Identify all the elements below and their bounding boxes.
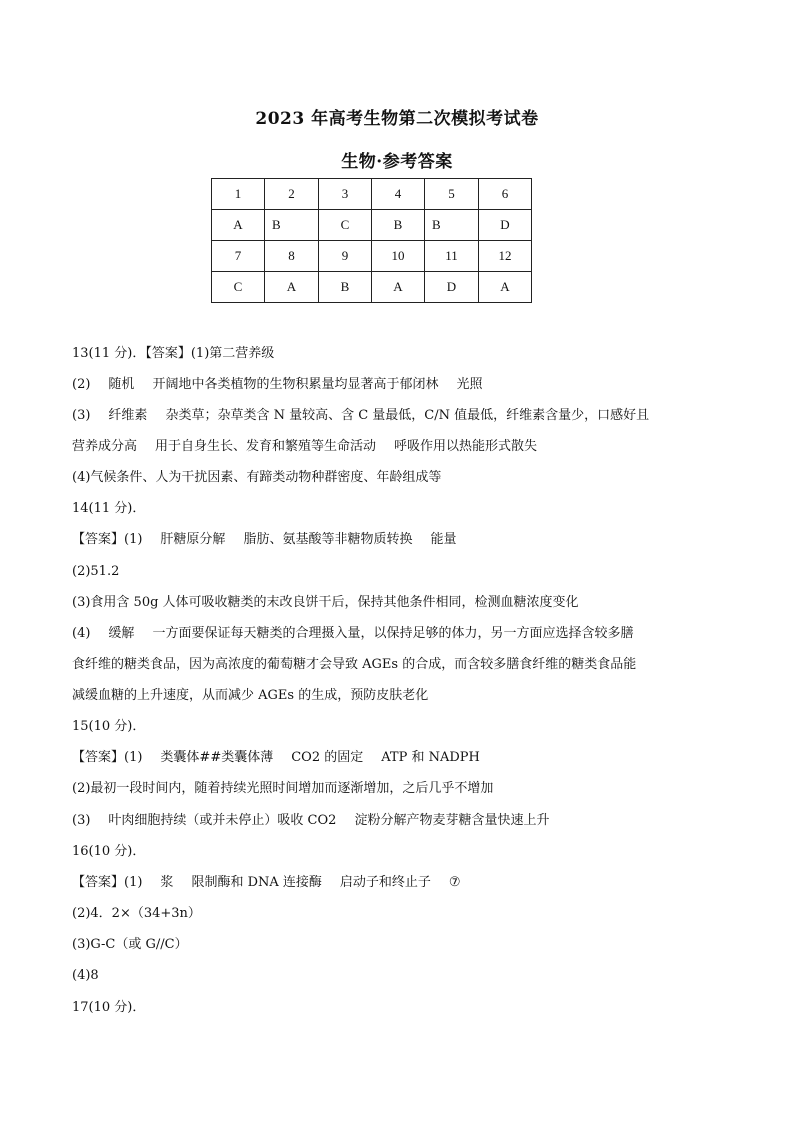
answer-text: 开阔地中各类植物的生物积累量均显著高于郁闭林: [152, 377, 439, 392]
answer-text: 肝糖原分解: [160, 532, 226, 547]
answer-text: 呼吸作用以热能形式散失: [394, 439, 538, 454]
q14-heading: [72, 499, 712, 518]
part-number: (3): [72, 813, 91, 828]
table-row: [212, 272, 532, 303]
table-cell: C: [319, 210, 372, 241]
table-cell: 10: [372, 241, 425, 272]
table-cell: 5: [425, 179, 479, 210]
table-cell: C: [212, 272, 265, 303]
answer-text: (2)最初一段时间内，随着持续光照时间增加而逐渐增加，之后几乎不增加: [72, 781, 494, 796]
answer-text: 用于自身生长、发育和繁殖等生命活动: [155, 439, 377, 454]
answer-text: CO2 的固定: [291, 750, 364, 765]
table-cell: A: [212, 210, 265, 241]
table-cell: 1: [212, 179, 265, 210]
answer-text: 光照: [456, 377, 483, 392]
answer-text: 16(10 分)．: [72, 844, 146, 859]
answer-text: 减缓血糖的上升速度，从而减少 AGEs 的生成，预防皮肤老化: [72, 688, 429, 703]
table-cell: 2: [265, 179, 319, 210]
q16-part-2: [72, 904, 712, 923]
answer-text: 食纤维的糖类食品，因为高浓度的葡萄糖才会导致 AGEs 的合成，而含较多膳食纤维的糖类食品能: [72, 657, 637, 672]
q14-part-1: [72, 530, 712, 549]
q16-part-4: [72, 966, 712, 985]
table-row: [212, 210, 532, 241]
q14-part-3: [72, 593, 712, 612]
answer-text: 营养成分高: [72, 439, 138, 454]
q16-part-3: [72, 935, 712, 954]
q15-part-3: [72, 811, 712, 830]
q13-part-4: [72, 468, 712, 487]
table-cell: B: [265, 210, 319, 241]
answer-text: 15(10 分)．: [72, 719, 146, 734]
table-cell: 11: [425, 241, 479, 272]
q17-heading: [72, 998, 712, 1017]
part-number: (3): [72, 408, 91, 423]
answer-text: 浆: [160, 875, 174, 890]
answer-text: (3)食用含 50g 人体可吸收糖类的末改良饼干后，保持其他条件相同，检测血糖浓度变化: [72, 595, 579, 610]
table-cell: B: [319, 272, 372, 303]
table-row: [212, 179, 532, 210]
answer-text: (3)G-C（或 G//C）: [72, 937, 188, 952]
q16-heading: [72, 842, 712, 861]
answer-text: ⑦: [448, 875, 461, 890]
answer-text: (4)8: [72, 968, 99, 983]
answer-text: 14(11 分)．: [72, 501, 146, 516]
page-title: 2023 年高考生物第二次模拟考试卷: [255, 109, 539, 129]
answer-label: 【答案】(1): [72, 532, 143, 547]
table-cell: 7: [212, 241, 265, 272]
table-cell: 6: [479, 179, 532, 210]
answer-text: 随机: [108, 377, 135, 392]
q16-part-1: [72, 873, 712, 892]
q13-part-3: [72, 406, 712, 425]
answer-text: 杂类草；杂草类含 N 量较高、含 C 量最低，C/N 值最低，纤维素含量少，口感好且: [165, 408, 650, 423]
answer-text: (4)气候条件、人为干扰因素、有蹄类动物种群密度、年龄组成等: [72, 470, 442, 485]
table-cell: B: [425, 210, 479, 241]
q14-part-4-cont: [72, 655, 712, 674]
part-number: (2): [72, 377, 91, 392]
table-cell: D: [479, 210, 532, 241]
q13-heading: [72, 344, 712, 363]
answer-text: 叶肉细胞持续（或并未停止）吸收 CO2: [108, 813, 337, 828]
q15-part-2: [72, 779, 712, 798]
answer-table: [211, 178, 532, 303]
answer-label: 【答案】(1): [72, 750, 143, 765]
table-cell: A: [265, 272, 319, 303]
table-cell: D: [425, 272, 479, 303]
q13-part-3-cont: [72, 437, 712, 456]
table-cell: A: [372, 272, 425, 303]
answer-label: 【答案】(1): [72, 875, 143, 890]
q14-part-2: [72, 562, 712, 581]
page-subtitle: 生物·参考答案: [341, 152, 453, 172]
answer-text: (2)4．2×（34+3n）: [72, 906, 201, 921]
table-cell: 4: [372, 179, 425, 210]
answer-text: 启动子和终止子: [339, 875, 431, 890]
part-number: (4): [72, 626, 91, 641]
answer-text: 类囊体##类囊体薄: [160, 750, 274, 765]
answer-text: 脂肪、氨基酸等非糖物质转换: [243, 532, 413, 547]
answer-text: 13(11 分)．【答案】(1)第二营养级: [72, 346, 275, 361]
answer-text: 一方面要保证每天糖类的合理摄入量，以保持足够的体力，另一方面应选择含较多膳: [152, 626, 634, 641]
answer-text: 能量: [430, 532, 457, 547]
answer-text: 纤维素: [108, 408, 148, 423]
answer-text: 淀粉分解产物麦芽糖含量快速上升: [354, 813, 550, 828]
table-cell: B: [372, 210, 425, 241]
table-cell: 12: [479, 241, 532, 272]
q15-part-1: [72, 748, 712, 767]
answer-text: 限制酶和 DNA 连接酶: [191, 875, 322, 890]
answer-text: 缓解: [108, 626, 135, 641]
table-cell: 8: [265, 241, 319, 272]
table-row: [212, 241, 532, 272]
table-cell: 9: [319, 241, 372, 272]
q14-part-4-cont2: [72, 686, 712, 705]
answer-text: 17(10 分)．: [72, 1000, 146, 1015]
table-cell: 3: [319, 179, 372, 210]
answer-text: ATP 和 NADPH: [381, 750, 480, 765]
q14-part-4: [72, 624, 712, 643]
answer-text: (2)51.2: [72, 564, 120, 579]
q13-part-2: [72, 375, 712, 394]
q15-heading: [72, 717, 712, 736]
table-cell: A: [479, 272, 532, 303]
